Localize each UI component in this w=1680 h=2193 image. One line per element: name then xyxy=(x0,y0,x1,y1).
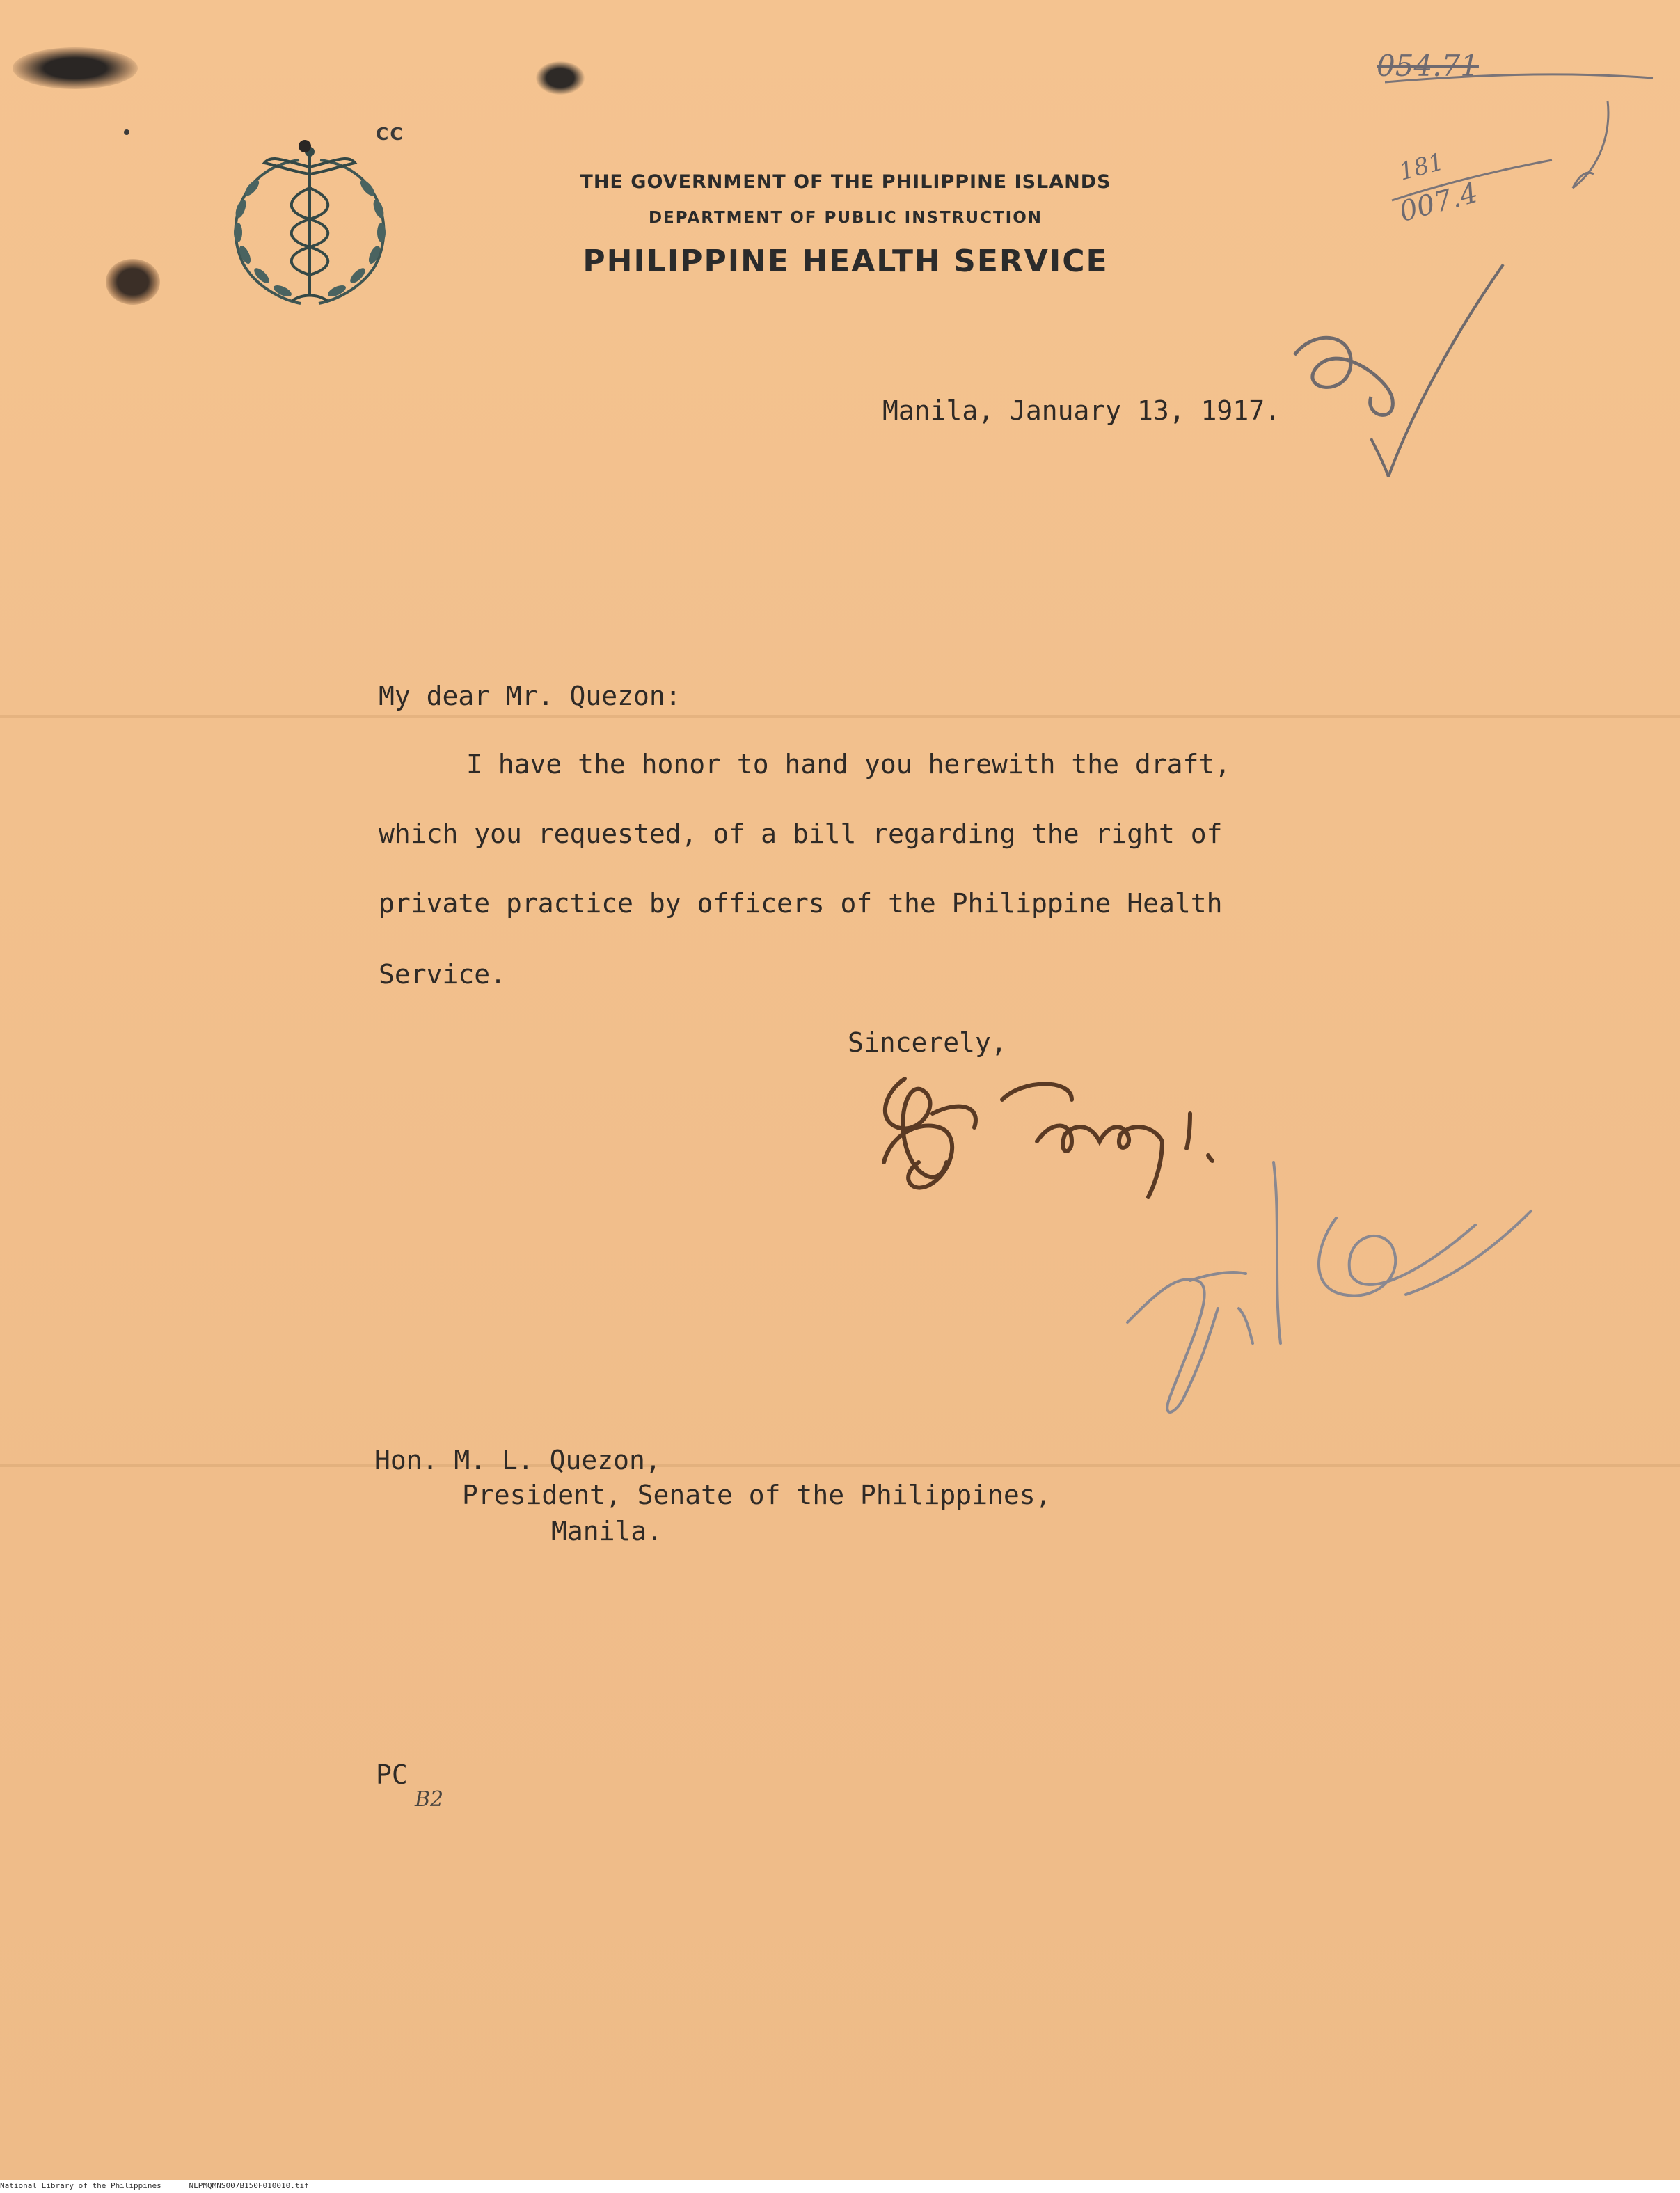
footer-caption xyxy=(0,2181,309,2190)
stain xyxy=(13,47,138,89)
body-line: I have the honor to hand you herewith the draft, xyxy=(466,749,1231,779)
letterhead-service: PHILIPPINE HEALTH SERVICE xyxy=(583,244,1109,279)
fold-line xyxy=(0,1464,1680,1467)
stain xyxy=(124,129,129,135)
cc-mark: CC xyxy=(376,124,404,144)
file-annotation xyxy=(1114,1134,1545,1427)
typist-initials: PC xyxy=(376,1759,408,1790)
caduceus-emblem-icon xyxy=(216,139,404,313)
stain xyxy=(106,259,160,305)
struck-line xyxy=(1385,61,1656,89)
body-line: which you requested, of a bill regarding the right of xyxy=(379,818,1223,849)
closing: Sincerely, xyxy=(848,1027,1007,1058)
file-fraction-top: 181 xyxy=(1395,148,1447,187)
letterhead-department: DEPARTMENT OF PUBLIC INSTRUCTION xyxy=(648,209,1043,227)
letterhead-government: THE GOVERNMENT OF THE PHILIPPINE ISLANDS xyxy=(580,171,1111,193)
initials-handwritten: B2 xyxy=(415,1787,444,1812)
body-line: private practice by officers of the Philippine Health xyxy=(379,888,1223,919)
footer-library: National Library of the Philippines xyxy=(0,2181,161,2190)
footer-filename: NLPMQMNS007B150F010010.tif xyxy=(189,2181,309,2190)
struck-file-number: 054.71 xyxy=(1377,49,1479,83)
letter-date: Manila, January 13, 1917. xyxy=(882,395,1281,426)
stain xyxy=(536,61,585,95)
address-line: Manila. xyxy=(551,1516,663,1546)
address-line: President, Senate of the Philippines, xyxy=(462,1480,1052,1510)
file-fraction-bottom: 007.4 xyxy=(1395,176,1482,229)
fraction-tick xyxy=(1559,97,1622,195)
address-line: Hon. M. L. Quezon, xyxy=(374,1445,661,1475)
body-line: Service. xyxy=(379,959,507,990)
check-mark-icon xyxy=(1274,258,1510,487)
salutation: My dear Mr. Quezon: xyxy=(379,681,681,711)
fold-line xyxy=(0,715,1680,718)
